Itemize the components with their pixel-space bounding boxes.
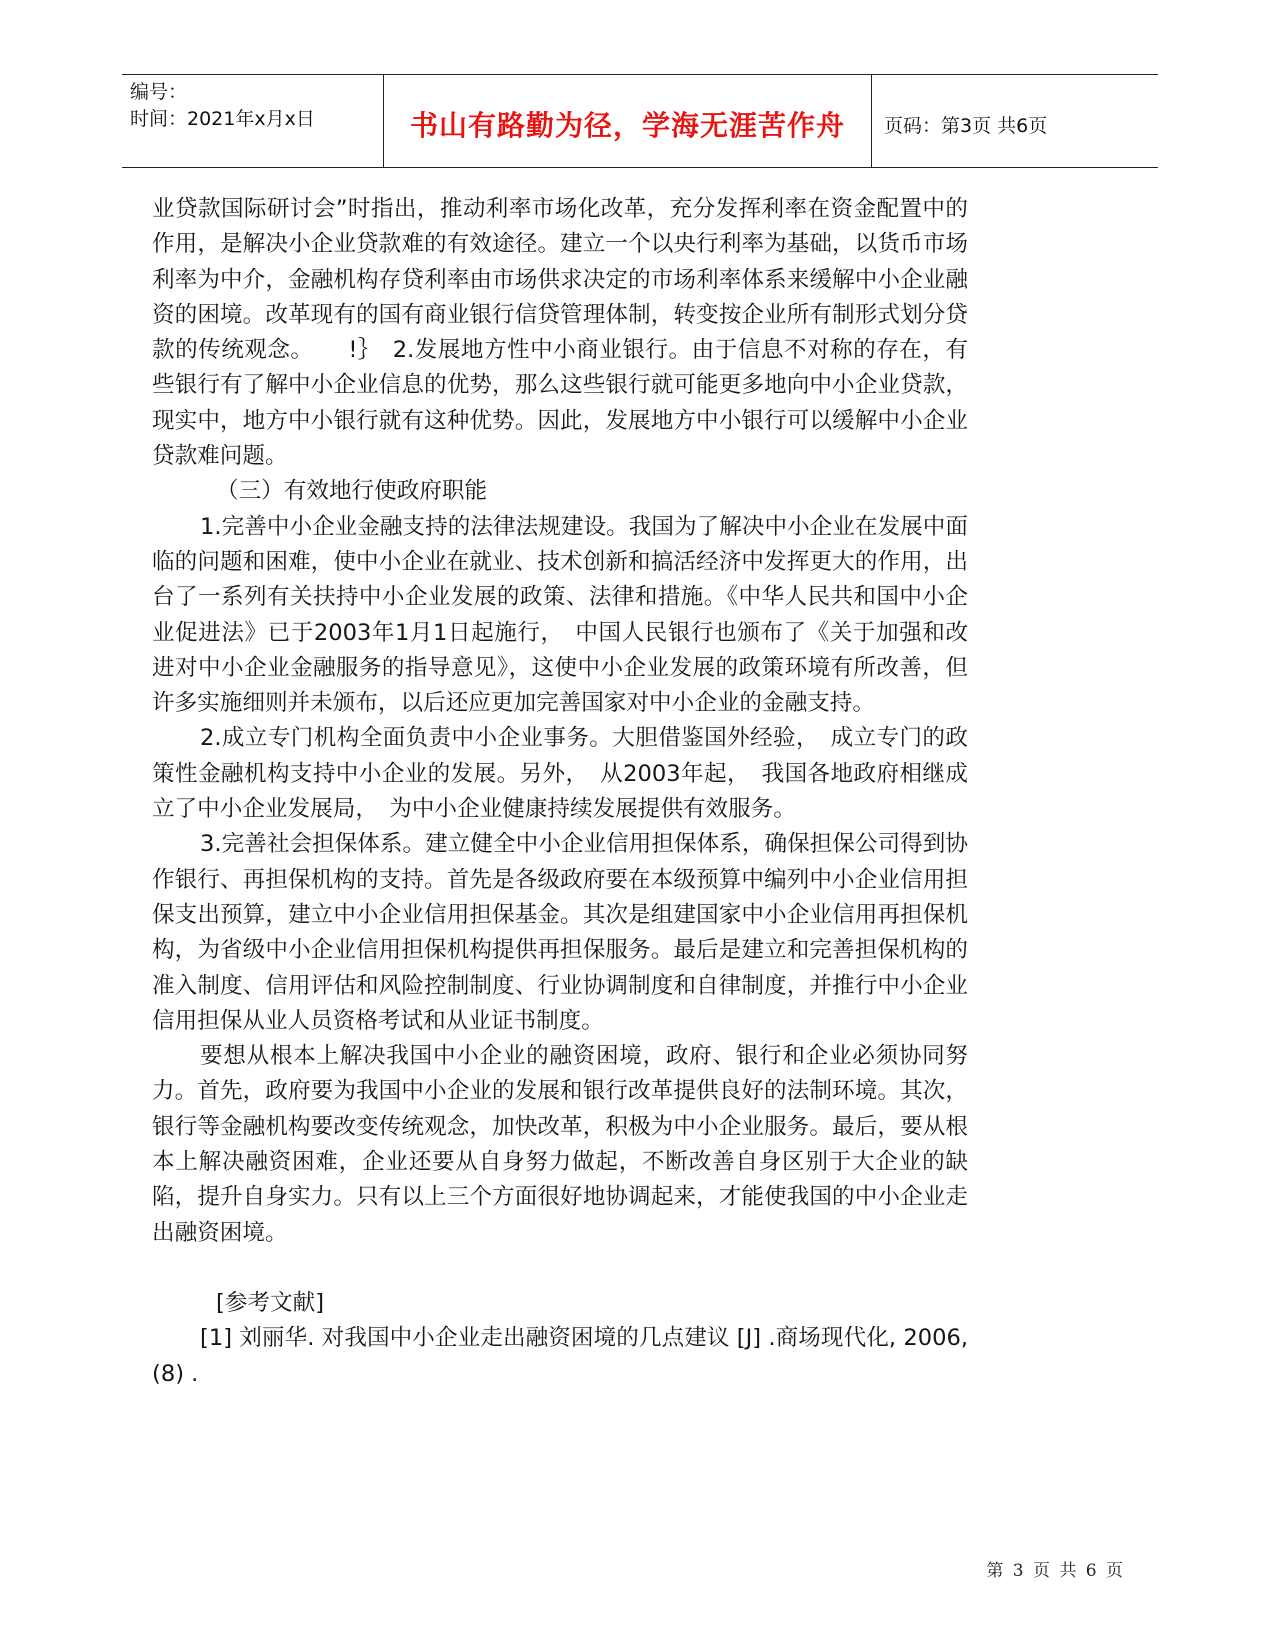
reference-item: [1] 刘丽华. 对我国中小企业走出融资困境的几点建议 [J] .商场现代化, 2006, (8) . — [152, 1325, 968, 1387]
number-label: 编号： — [130, 81, 188, 103]
paragraph: 要想从根本上解决我国中小企业的融资困境，政府、银行和企业必须协同努力。首先，政府要为我国中小企业的发展和银行改革提供良好的法制环境。其次，银行等金融机构要改变传统观念，加快改革，积极为中小企业服务。最后，要从根本上解决融资困难，企业还要从自身努力做起，不断改善自身区别于大企业的缺陷，提升自身实力。只有以上三个方面很好地协调起来，才能使我国的中小企业走出融资困境。 — [152, 1043, 968, 1246]
paragraph: 1.完善中小企业金融支持的法律法规建设。我国为了解决中小企业在发展中面临的问题和困难，使中小企业在就业、技术创新和搞活经济中发挥更大的作用，出台了一系列有关扶持中小企业发展的政策、法律和措施。《中华人民共和国中小企业促进法》已于2003年1月1日起施行， 中国人民银行也颁布了《关于加强和改进对中小企业金融服务的指导意见》，这使中小企业发展的政策环境有所改善，但许多实施细则并未颁布，以后还应更加完善国家对中小企业的金融支持。 — [152, 513, 968, 717]
references-heading: [参考文献] — [216, 1289, 325, 1316]
page-info: 页码：第3页 共6页 — [884, 114, 1048, 137]
paragraph: 业贷款国际研讨会”时指出，推动利率市场化改革，充分发挥利率在资金配置中的作用，是解决小企业贷款难的有效途径。建立一个以央行利率为基础，以货币市场利率为中介，金融机构存贷利率由市场供求决定的市场利率体系来缓解中小企业融资的困境。改革现有的国有商业银行信贷管理体制，转变按企业所有制形式划分贷款的传统观念。 !｝ 2.发展地方性中小商业银行。由于信息不对称的存在，有些银行有了解中小企业信息的优势，那么这些银行就可能更多地向中小企业贷款，现实中，地方中小银行就有这种优势。因此，发展地方中小银行可以缓解中小企业贷款难问题。 — [152, 196, 968, 470]
page-footer: 第 3 页 共 6 页 — [986, 1561, 1125, 1581]
paragraph: 3.完善社会担保体系。建立健全中小企业信用担保体系，确保担保公司得到协作银行、再担保机构的支持。首先是各级政府要在本级预算中编列中小企业信用担保支出预算，建立中小企业信用担保基金。其次是组建国家中小企业信用再担保机构，为省级中小企业信用担保机构提供再担保服务。最后是建立和完善担保机构的准入制度、信用评估和风险控制制度、行业协调制度和自律制度，并推行中小企业信用担保从业人员资格考试和从业证书制度。 — [152, 831, 968, 1034]
header-meta — [122, 75, 384, 167]
paragraph: 2.成立专门机构全面负责中小企业事务。大胆借鉴国外经验， 成立专门的政策性金融机构支持中小企业的发展。另外， 从2003年起， 我国各地政府相继成立了中小企业发展局， 为中小企业健康持续发展提供有效服务。 — [152, 725, 968, 823]
page-header — [122, 74, 1158, 168]
section-heading: （三）有效地行使政府职能 — [216, 478, 488, 505]
document-body — [152, 192, 968, 1392]
spacer — [152, 1251, 968, 1286]
motto: 书山有路勤为径，学海无涯苦作舟 — [384, 75, 872, 167]
time-label: 时间：2021年x月x日 — [130, 108, 315, 130]
